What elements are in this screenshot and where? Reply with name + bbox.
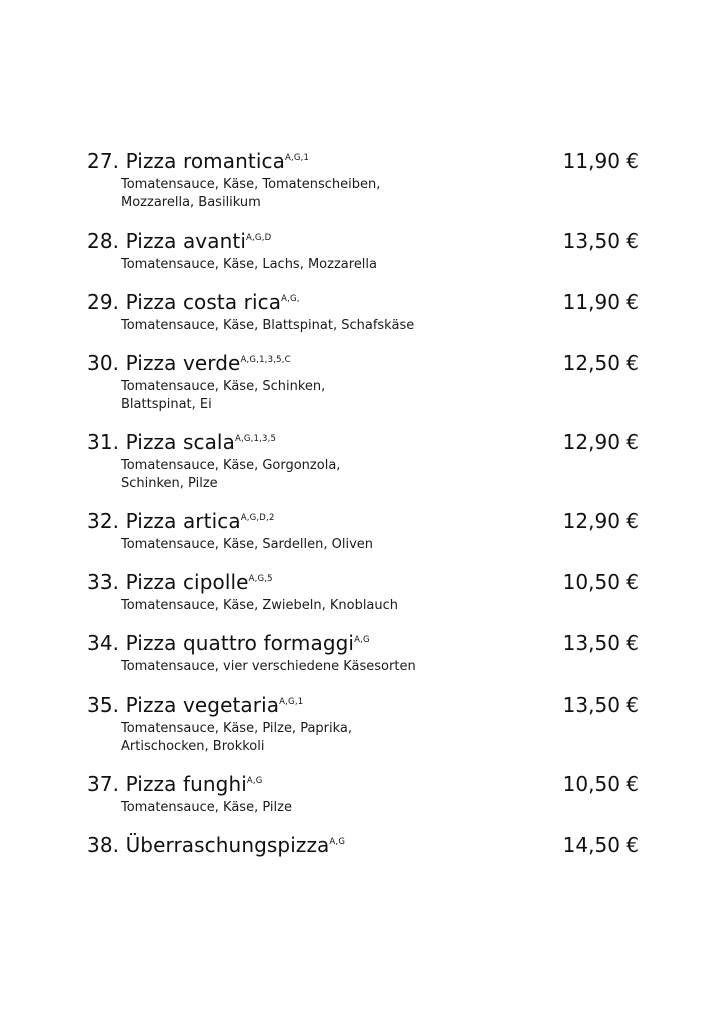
menu-item-title-row [87, 770, 639, 798]
menu-item-description-line: Tomatensauce, Käse, Tomatenscheiben, [121, 177, 381, 192]
menu-item-name: 35. Pizza vegetaria [87, 693, 280, 717]
menu-item-title-row [87, 428, 639, 456]
menu-item-allergens: A,G,D [245, 233, 272, 243]
menu-item-price: 12,50 € [562, 351, 639, 375]
menu-item-description-line: Blattspinat, Ei [121, 397, 212, 412]
menu-item-price: 13,50 € [562, 693, 639, 717]
menu-item-price: 11,90 € [562, 290, 639, 314]
menu-item-description-line: Tomatensauce, vier verschiedene Käsesorten [121, 659, 416, 674]
menu-item-title-row [87, 691, 639, 719]
menu-item [87, 568, 639, 615]
menu-item-title-row [87, 568, 639, 596]
menu-item-name: 37. Pizza funghi [87, 772, 247, 796]
menu-item-allergens: A,G,1 [279, 697, 304, 707]
menu-item-description-line: Tomatensauce, Käse, Pilze, Paprika, [121, 721, 353, 736]
menu-item-description-line: Tomatensauce, Käse, Blattspinat, Schafskäse [121, 318, 415, 333]
menu-item [87, 507, 639, 554]
menu-item-price: 10,50 € [562, 772, 639, 796]
menu-item-price: 11,90 € [562, 149, 639, 173]
menu-item-price: 12,90 € [562, 430, 639, 454]
menu-item-description-line: Tomatensauce, Käse, Zwiebeln, Knoblauch [121, 598, 399, 613]
menu-item [87, 147, 639, 212]
menu-item-price: 14,50 € [562, 833, 639, 857]
menu-item-description [121, 799, 639, 817]
menu-item-price: 10,50 € [562, 570, 639, 594]
menu-item [87, 629, 639, 676]
menu-item-allergens: A,G [246, 776, 263, 786]
menu-item-allergens: A,G,1 [284, 153, 310, 163]
menu-item-name: 32. Pizza artica [87, 509, 241, 533]
menu-item-title-row [87, 227, 639, 255]
menu-item [87, 831, 639, 859]
menu-item-description-line: Schinken, Pilze [121, 476, 218, 491]
menu-item-title-row [87, 147, 639, 175]
menu-item-description [121, 597, 639, 615]
menu-item-title-row [87, 349, 639, 377]
menu-item-allergens: A,G,1,3,5,C [240, 355, 291, 365]
menu-item-name: 29. Pizza costa rica [87, 290, 282, 314]
menu-item-description-line: Tomatensauce, Käse, Pilze [121, 800, 292, 815]
menu-item-name: 28. Pizza avanti [87, 229, 246, 253]
menu-item-name: 31. Pizza scala [87, 430, 235, 454]
menu-item-title-row [87, 507, 639, 535]
menu-item-title-row [87, 288, 639, 316]
menu-item-description [121, 658, 639, 676]
menu-item-allergens: A,G, [281, 294, 300, 304]
menu-item-allergens: A,G [329, 837, 346, 847]
menu-item-description-line: Tomatensauce, Käse, Schinken, [121, 379, 326, 394]
menu-item-title-row [87, 831, 639, 859]
menu-item-name: 27. Pizza romantica [87, 149, 285, 173]
menu-item-description-line: Artischocken, Brokkoli [121, 739, 265, 754]
menu-item-name: 30. Pizza verde [87, 351, 241, 375]
menu-item [87, 227, 639, 274]
menu-item-description [121, 256, 639, 274]
menu-item [87, 349, 639, 414]
menu-item-name: 34. Pizza quattro formaggi [87, 631, 355, 655]
menu-item-description [121, 176, 639, 212]
menu-item-description [121, 536, 639, 554]
menu-item-description-line: Tomatensauce, Käse, Lachs, Mozzarella [121, 257, 378, 272]
menu-item-description-line: Tomatensauce, Käse, Gorgonzola, [121, 458, 341, 473]
menu-item-allergens: A,G [354, 635, 370, 645]
menu-item [87, 770, 639, 817]
menu-item-allergens: A,G,5 [248, 574, 273, 584]
menu-item-description [121, 317, 639, 335]
menu-item-price: 13,50 € [562, 229, 639, 253]
menu-item-price: 13,50 € [562, 631, 639, 655]
menu-item [87, 691, 639, 756]
menu-item-name: 33. Pizza cipolle [87, 570, 249, 594]
menu-item-allergens: A,G,D,2 [240, 513, 275, 523]
menu-item-description [121, 457, 639, 493]
menu-item-title-row [87, 629, 639, 657]
menu-item-description [121, 378, 639, 414]
menu-item-description-line: Mozzarella, Basilikum [121, 195, 261, 210]
menu-item-name: 38. Überraschungspizza [87, 833, 330, 857]
menu-item-description [121, 720, 639, 756]
menu-item-allergens: A,G,1,3,5 [234, 434, 277, 444]
menu-item [87, 288, 639, 335]
menu-item-description-line: Tomatensauce, Käse, Sardellen, Oliven [121, 537, 374, 552]
menu-item [87, 428, 639, 493]
menu-item-price: 12,90 € [562, 509, 639, 533]
